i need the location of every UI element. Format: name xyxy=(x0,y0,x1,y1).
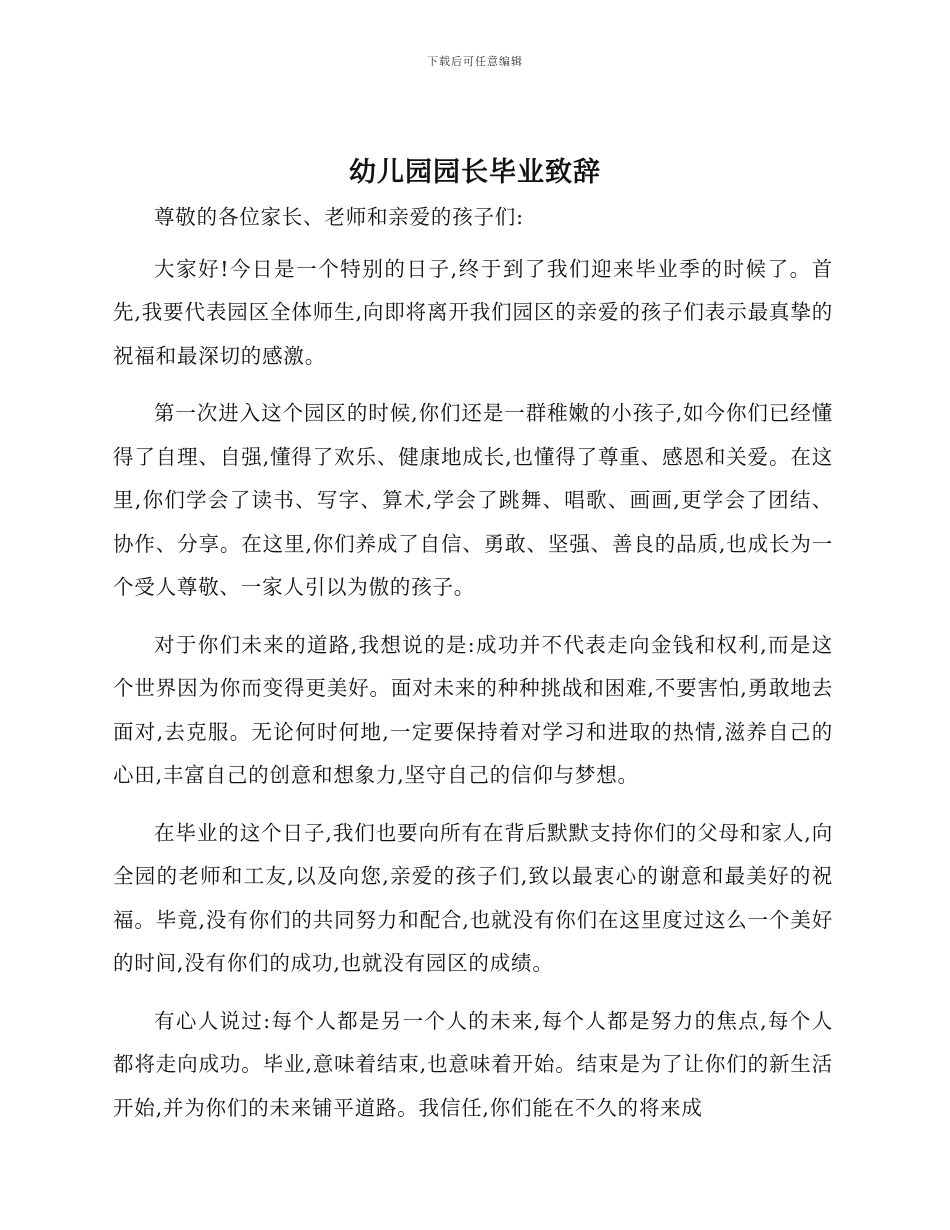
document-title: 幼儿园园长毕业致辞 xyxy=(349,157,601,188)
document-body xyxy=(113,196,833,1144)
header-note: 下载后可任意编辑 xyxy=(427,55,523,68)
paragraph: 在毕业的这个日子,我们也要向所有在背后默默支持你们的父母和家人,向全园的老师和工友,以及向您,亲爱的孩子们,致以最衷心的谢意和最美好的祝福。毕竟,没有你们的共同努力和配合,也就没有你们在这里度过这么一个美好的时间,没有你们的成功,也就没有园区的成绩。 xyxy=(113,820,833,975)
paragraph: 大家好!今日是一个特别的日子,终于到了我们迎来毕业季的时候了。首先,我要代表园区全体师生,向即将离开我们园区的亲爱的孩子们表示最真挚的祝福和最深切的感激。 xyxy=(113,256,833,368)
paragraph: 有心人说过:每个人都是另一个人的未来,每个人都是努力的焦点,每个人都将走向成功。毕业,意味着结束,也意味着开始。结束是为了让你们的新生活开始,并为你们的未来铺平道路。我信任,你们能在不久的将来成 xyxy=(113,1008,833,1120)
paragraph: 第一次进入这个园区的时候,你们还是一群稚嫩的小孩子,如今你们已经懂得了自理、自强,懂得了欢乐、健康地成长,也懂得了尊重、感恩和关爱。在这里,你们学会了读书、写字、算术,学会了跳舞、唱歌、画画,更学会了团结、协作、分享。在这里,你们养成了自信、勇敢、坚强、善良的品质,也成长为一个受人尊敬、一家人引以为傲的孩子。 xyxy=(113,401,833,599)
paragraph: 对于你们未来的道路,我想说的是:成功并不代表走向金钱和权利,而是这个世界因为你而变得更美好。面对未来的种种挑战和困难,不要害怕,勇敢地去面对,去克服。无论何时何地,一定要保持着对学习和进取的热情,滋养自己的心田,丰富自己的创意和想象力,坚守自己的信仰与梦想。 xyxy=(113,632,833,787)
salutation: 尊敬的各位家长、老师和亲爱的孩子们: xyxy=(154,205,524,229)
